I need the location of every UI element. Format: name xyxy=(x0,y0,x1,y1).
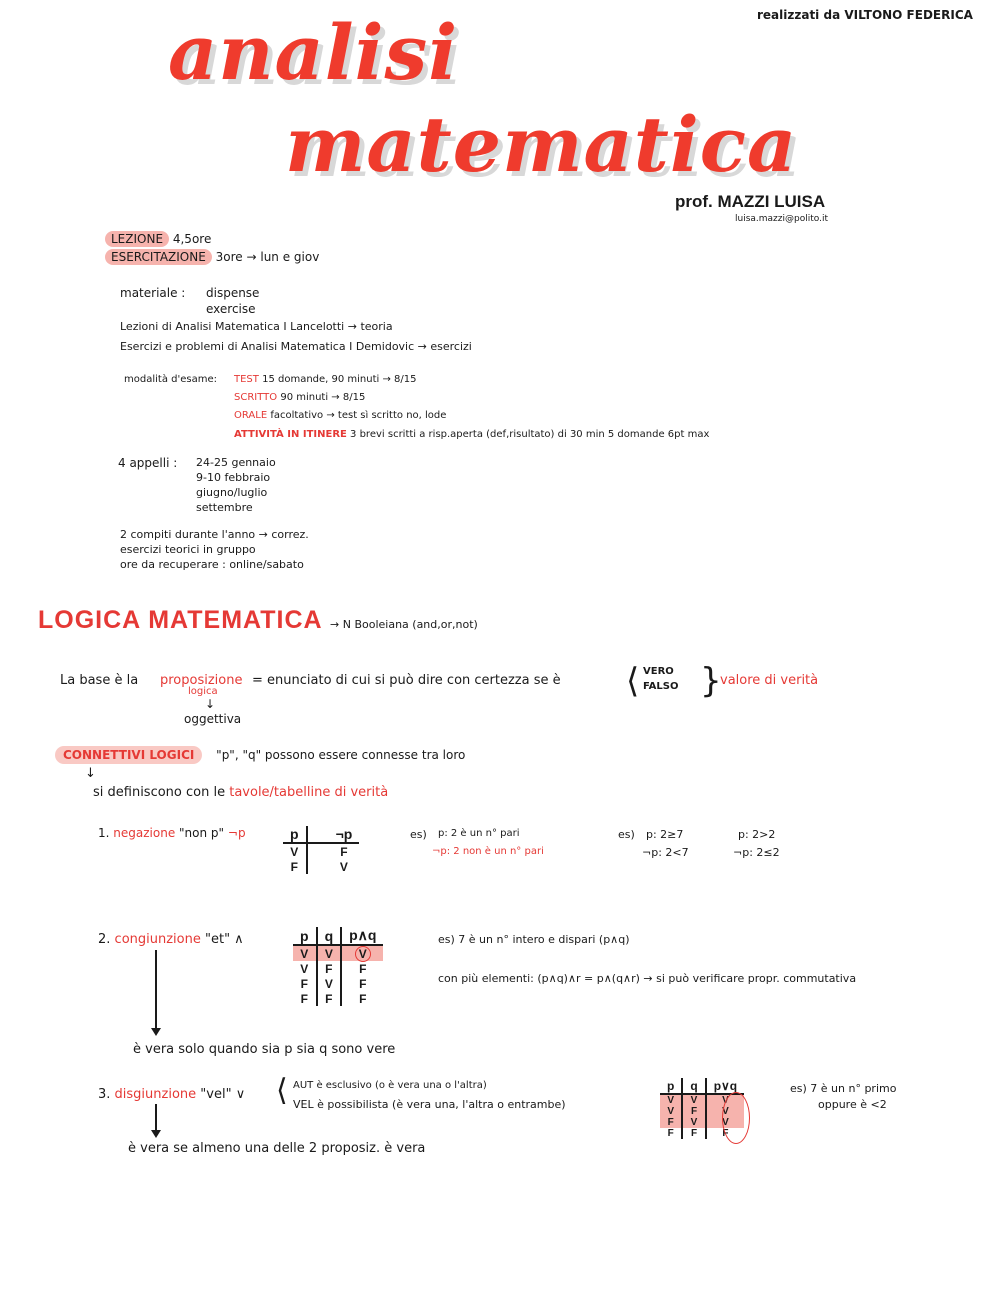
connettivi-row xyxy=(55,748,465,762)
section-heading-logica: LOGICA MATEMATICA xyxy=(38,606,323,634)
itinere-text: 3 brevi scritti a risp.aperta (def,risultato) di 30 min 5 domande 6pt max xyxy=(350,429,710,440)
exam-label: modalità d'esame: xyxy=(124,374,217,385)
tavole-di-verita: tavole/tabelline di verità xyxy=(229,785,389,800)
table-header: p xyxy=(660,1078,682,1094)
oggettiva-word: oggettiva xyxy=(184,712,242,726)
table-cell: F xyxy=(317,991,342,1006)
table-cell: F xyxy=(341,991,383,1006)
table-cell: V xyxy=(307,859,360,874)
vero-label: VERO xyxy=(643,666,674,677)
author-credit: realizzati da VILTONO FEDERICA xyxy=(757,8,973,22)
connettivi-text: "p", "q" possono essere connesse tra loro xyxy=(216,748,466,762)
lezione-row xyxy=(105,232,211,246)
exam-itinere-row xyxy=(234,429,709,440)
table-header: q xyxy=(682,1078,705,1094)
table-cell: V xyxy=(706,1117,744,1128)
congiunzione-desc: "et" ∧ xyxy=(205,932,244,947)
professor-name: prof. MAZZI LUISA xyxy=(675,192,826,211)
negazione-heading xyxy=(98,826,246,840)
table-header: p∧q xyxy=(341,927,383,945)
table-row xyxy=(293,961,383,976)
lezione-hours: 4,5ore xyxy=(172,232,212,246)
table-cell: F xyxy=(682,1106,705,1117)
table-row xyxy=(293,976,383,991)
base-text: = enunciato di cui si può dire con certezza se è xyxy=(252,673,561,688)
professor-email: luisa.mazzi@polito.it xyxy=(735,214,828,224)
disgiunzione-label: disgiunzione xyxy=(114,1087,197,1102)
logica-word: logica xyxy=(188,686,218,697)
table-cell: F xyxy=(667,1128,674,1139)
definiscono-row xyxy=(93,785,388,800)
book-1: Lezioni di Analisi Matematica I Lancelotti → teoria xyxy=(120,320,393,333)
esercitazione-hours: 3ore → lun e giov xyxy=(215,250,320,264)
connettivi-tag: CONNETTIVI LOGICI xyxy=(55,746,202,764)
table-cell: V xyxy=(660,1094,682,1106)
table-cell: V xyxy=(660,1106,682,1117)
test-tag: TEST xyxy=(234,374,259,385)
table-cell: F xyxy=(300,991,308,1006)
table-row xyxy=(293,991,383,1006)
table-header: ¬p xyxy=(307,826,360,843)
appello-3: giugno/luglio xyxy=(196,486,268,499)
definiscono-prefix: si definiscono con le xyxy=(93,785,226,800)
congiunzione-number: 2. xyxy=(98,932,111,947)
congiunzione-arrow-line xyxy=(155,950,157,1030)
negazione-symbol: ¬p xyxy=(227,826,246,840)
congiunzione-heading xyxy=(98,932,244,947)
negazione-es1-line1: p: 2 è un n° pari xyxy=(438,828,520,839)
table-cell: F xyxy=(300,976,308,991)
negazione-es2-line2: ¬p: 2<7 xyxy=(642,846,689,859)
itinere-tag: ATTIVITÀ IN ITINERE xyxy=(234,429,347,440)
table-cell: F xyxy=(290,859,298,874)
appello-2: 9-10 febbraio xyxy=(196,471,271,484)
aut-vel-bracket: ⟨ xyxy=(276,1073,288,1108)
disgiunzione-arrow-head xyxy=(151,1130,161,1138)
table-cell: V xyxy=(706,1094,744,1106)
exam-scritto-row xyxy=(234,392,365,403)
note-2: esercizi teorici in gruppo xyxy=(120,543,256,556)
negazione-es1-line2: ¬p: 2 non è un n° pari xyxy=(432,846,544,857)
disgiunzione-arrow-line xyxy=(155,1104,157,1132)
negazione-label: negazione xyxy=(113,826,176,840)
table-cell: F xyxy=(341,961,383,976)
table-cell: V xyxy=(290,844,299,859)
esercitazione-tag: ESERCITAZIONE xyxy=(105,249,212,265)
disgiunzione-true-circle xyxy=(722,1092,750,1144)
title-line-1: analisi xyxy=(168,8,459,97)
note-3: ore da recuperare : online/sabato xyxy=(120,558,304,571)
table-cell: V xyxy=(293,945,317,961)
table-cell-value: V xyxy=(355,946,371,962)
materiale-label: materiale : xyxy=(120,286,186,300)
negazione-es2-line1: p: 2≥7 xyxy=(646,828,684,841)
logica-heading-note: → N Booleiana (and,or,not) xyxy=(330,618,478,631)
table-cell: V xyxy=(706,1106,744,1117)
table-cell: F xyxy=(307,843,360,859)
book-2: Esercizi e problemi di Analisi Matematica I Demidovic → esercizi xyxy=(120,340,472,353)
congiunzione-vera: è vera solo quando sia p sia q sono vere xyxy=(133,1042,396,1057)
table-cell: F xyxy=(660,1117,682,1128)
disgiunzione-example-line1: es) 7 è un n° primo xyxy=(790,1082,897,1095)
table-header: q xyxy=(317,927,342,945)
negazione-es2-label: es) xyxy=(618,828,635,841)
table-cell: V xyxy=(682,1094,705,1106)
table-cell: V xyxy=(317,945,342,961)
scritto-text: 90 minuti → 8/15 xyxy=(280,392,366,403)
scritto-tag: SCRITTO xyxy=(234,392,278,403)
appello-1: 24-25 gennaio xyxy=(196,456,276,469)
disgiunzione-desc: "vel" ∨ xyxy=(200,1087,246,1102)
congiunzione-truth-table xyxy=(293,927,383,1006)
negazione-es3-line2: ¬p: 2≤2 xyxy=(733,846,780,859)
base-prefix: La base è la xyxy=(60,673,139,688)
down-arrow-connettivi: ↓ xyxy=(85,766,96,781)
disgiunzione-vera: è vera se almeno una delle 2 proposiz. è vera xyxy=(128,1141,426,1156)
note-1: 2 compiti durante l'anno → correz. xyxy=(120,528,309,541)
table-cell: F xyxy=(706,1128,744,1139)
disgiunzione-vel: VEL è possibilista (è vera una, l'altra o entrambe) xyxy=(293,1098,566,1111)
table-cell: F xyxy=(317,961,342,976)
table-row xyxy=(283,859,359,874)
disgiunzione-aut: AUT è esclusivo (o è vera una o l'altra) xyxy=(293,1080,487,1091)
exam-test-row xyxy=(234,374,417,385)
table-cell: V xyxy=(682,1117,705,1128)
orale-text: facoltativo → test sì scritto no, lode xyxy=(270,410,447,421)
negazione-es3-line1: p: 2>2 xyxy=(738,828,776,841)
congiunzione-example: es) 7 è un n° intero e dispari (p∧q) xyxy=(438,933,630,946)
esercitazione-row xyxy=(105,250,319,264)
lezione-tag: LEZIONE xyxy=(105,231,169,247)
table-row xyxy=(283,843,359,859)
valore-di-verita: valore di verità xyxy=(720,673,819,688)
vero-falso-right-bracket: } xyxy=(700,661,722,701)
disgiunzione-heading xyxy=(98,1087,245,1102)
appello-4: settembre xyxy=(196,501,253,514)
negazione-desc: "non p" xyxy=(179,826,225,840)
disgiunzione-example-line2: oppure è <2 xyxy=(818,1098,887,1111)
table-cell-circled xyxy=(341,945,383,961)
materiale-item-2: exercise xyxy=(206,302,256,316)
negazione-es1-label: es) xyxy=(410,828,427,841)
table-cell: F xyxy=(341,976,383,991)
congiunzione-label: congiunzione xyxy=(114,932,201,947)
down-arrow-oggettiva: ↓ xyxy=(205,697,216,711)
negazione-number: 1. xyxy=(98,826,110,840)
negazione-truth-table xyxy=(283,826,359,874)
appelli-label: 4 appelli : xyxy=(118,456,178,470)
table-header: p∨q xyxy=(706,1078,744,1094)
table-cell: F xyxy=(682,1128,705,1139)
falso-label: FALSO xyxy=(643,681,679,692)
table-header: p xyxy=(283,826,307,843)
title-line-2: matematica xyxy=(285,100,798,189)
table-header: p xyxy=(293,927,317,945)
materiale-item-1: dispense xyxy=(206,286,260,300)
proposizione-word: proposizione xyxy=(160,673,243,688)
table-row xyxy=(293,945,383,961)
exam-orale-row xyxy=(234,410,446,421)
disgiunzione-number: 3. xyxy=(98,1087,111,1102)
vero-falso-left-bracket: ⟨ xyxy=(626,661,640,701)
table-cell: V xyxy=(300,961,309,976)
test-text: 15 domande, 90 minuti → 8/15 xyxy=(262,374,417,385)
congiunzione-more-elements: con più elementi: (p∧q)∧r = p∧(q∧r) → si può verificare propr. commutativa xyxy=(438,972,857,985)
table-cell: V xyxy=(317,976,342,991)
orale-tag: ORALE xyxy=(234,410,268,421)
congiunzione-arrow-head xyxy=(151,1028,161,1036)
